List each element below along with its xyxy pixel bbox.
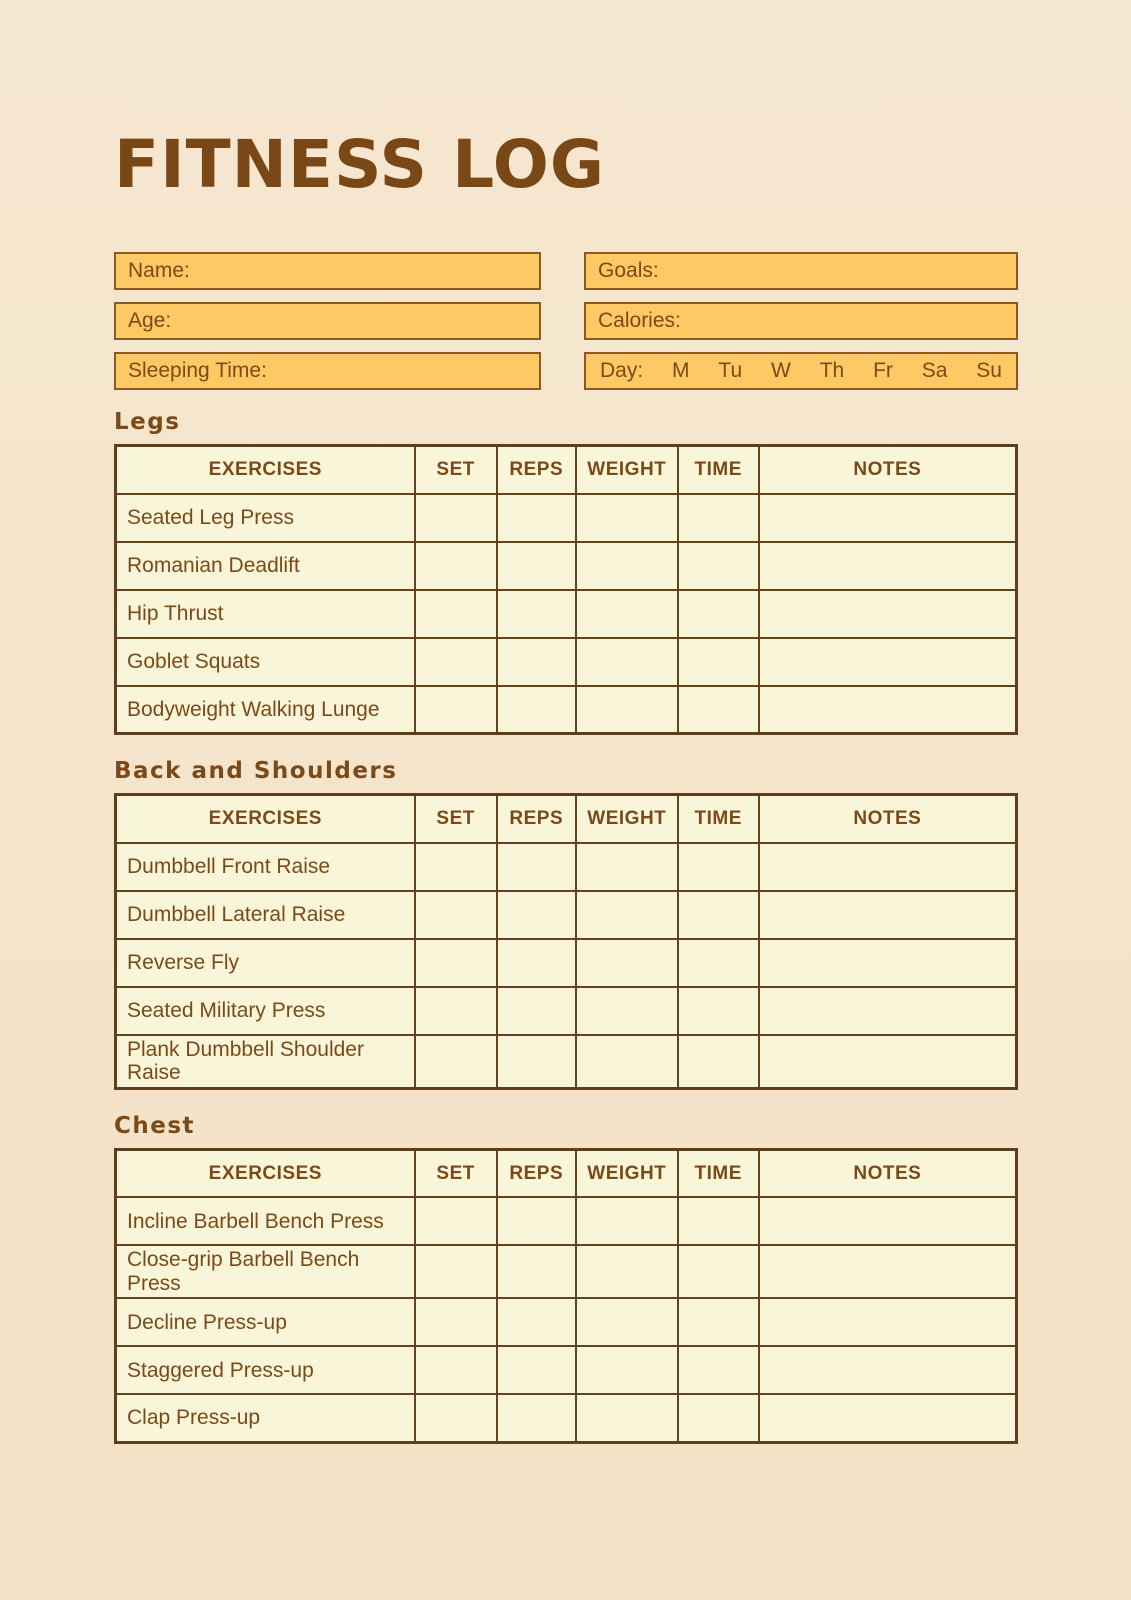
column-header-reps: REPS xyxy=(497,795,576,843)
reps-entry-cell[interactable] xyxy=(497,1197,576,1245)
exercise-name-cell: Decline Press-up xyxy=(116,1298,415,1346)
table-row xyxy=(116,1197,1017,1245)
notes-entry-cell[interactable] xyxy=(759,686,1017,734)
column-header-set: SET xyxy=(415,1149,497,1197)
reps-entry-cell[interactable] xyxy=(497,1298,576,1346)
day-option-su[interactable]: Su xyxy=(976,359,1002,383)
notes-entry-cell[interactable] xyxy=(759,1245,1017,1298)
time-entry-cell[interactable] xyxy=(678,1346,759,1394)
notes-entry-cell[interactable] xyxy=(759,1394,1017,1442)
exercise-name-cell: Reverse Fly xyxy=(116,939,415,987)
notes-entry-cell[interactable] xyxy=(759,1035,1017,1089)
section-title: Legs xyxy=(114,409,181,436)
weight-entry-cell[interactable] xyxy=(576,542,678,590)
reps-entry-cell[interactable] xyxy=(497,686,576,734)
set-entry-cell[interactable] xyxy=(415,1245,497,1298)
weight-entry-cell[interactable] xyxy=(576,987,678,1035)
reps-entry-cell[interactable] xyxy=(497,494,576,542)
exercise-name-cell: Goblet Squats xyxy=(116,638,415,686)
column-header-time: TIME xyxy=(678,795,759,843)
table-row xyxy=(116,1394,1017,1442)
time-entry-cell[interactable] xyxy=(678,1197,759,1245)
sleeping-time-label: Sleeping Time: xyxy=(128,359,267,383)
column-header-notes: NOTES xyxy=(759,1149,1017,1197)
exercise-section xyxy=(114,1113,1018,1444)
notes-entry-cell[interactable] xyxy=(759,1197,1017,1245)
set-entry-cell[interactable] xyxy=(415,1298,497,1346)
notes-entry-cell[interactable] xyxy=(759,843,1017,891)
column-header-notes: NOTES xyxy=(759,795,1017,843)
table-row xyxy=(116,590,1017,638)
column-header-reps: REPS xyxy=(497,1149,576,1197)
weight-entry-cell[interactable] xyxy=(576,1298,678,1346)
time-entry-cell[interactable] xyxy=(678,686,759,734)
set-entry-cell[interactable] xyxy=(415,843,497,891)
profile-fields xyxy=(114,252,1018,390)
reps-entry-cell[interactable] xyxy=(497,939,576,987)
set-entry-cell[interactable] xyxy=(415,987,497,1035)
day-option-fr[interactable]: Fr xyxy=(873,359,893,383)
notes-entry-cell[interactable] xyxy=(759,590,1017,638)
weight-entry-cell[interactable] xyxy=(576,638,678,686)
set-entry-cell[interactable] xyxy=(415,939,497,987)
time-entry-cell[interactable] xyxy=(678,891,759,939)
table-row xyxy=(116,638,1017,686)
notes-entry-cell[interactable] xyxy=(759,638,1017,686)
column-header-time: TIME xyxy=(678,446,759,494)
weight-entry-cell[interactable] xyxy=(576,891,678,939)
reps-entry-cell[interactable] xyxy=(497,843,576,891)
set-entry-cell[interactable] xyxy=(415,1197,497,1245)
column-header-reps: REPS xyxy=(497,446,576,494)
day-option-m[interactable]: M xyxy=(672,359,690,383)
time-entry-cell[interactable] xyxy=(678,939,759,987)
set-entry-cell[interactable] xyxy=(415,494,497,542)
column-header-exercises: EXERCISES xyxy=(116,795,415,843)
section-title: Back and Shoulders xyxy=(114,758,398,785)
table-row xyxy=(116,987,1017,1035)
table-row xyxy=(116,494,1017,542)
time-entry-cell[interactable] xyxy=(678,542,759,590)
section-title: Chest xyxy=(114,1112,196,1139)
calories-label: Calories: xyxy=(598,309,681,333)
table-row xyxy=(116,1346,1017,1394)
table-row xyxy=(116,843,1017,891)
set-entry-cell[interactable] xyxy=(415,1394,497,1442)
weight-entry-cell[interactable] xyxy=(576,494,678,542)
reps-entry-cell[interactable] xyxy=(497,1394,576,1442)
set-entry-cell[interactable] xyxy=(415,542,497,590)
weight-entry-cell[interactable] xyxy=(576,686,678,734)
table-header-row xyxy=(116,446,1017,494)
day-option-w[interactable]: W xyxy=(771,359,791,383)
table-row xyxy=(116,891,1017,939)
exercise-name-cell: Clap Press-up xyxy=(116,1394,415,1442)
exercise-section xyxy=(114,409,1018,735)
exercise-name-cell: Dumbbell Lateral Raise xyxy=(116,891,415,939)
reps-entry-cell[interactable] xyxy=(497,638,576,686)
day-option-tu[interactable]: Tu xyxy=(718,359,743,383)
notes-entry-cell[interactable] xyxy=(759,987,1017,1035)
table-header-row xyxy=(116,795,1017,843)
day-option-th[interactable]: Th xyxy=(819,359,845,383)
exercise-name-cell: Incline Barbell Bench Press xyxy=(116,1197,415,1245)
day-label: Day: xyxy=(600,359,644,383)
column-header-weight: WEIGHT xyxy=(576,795,678,843)
table-row xyxy=(116,939,1017,987)
set-entry-cell[interactable] xyxy=(415,891,497,939)
exercise-sections xyxy=(114,409,1018,1444)
set-entry-cell[interactable] xyxy=(415,590,497,638)
table-row xyxy=(116,1245,1017,1298)
time-entry-cell[interactable] xyxy=(678,494,759,542)
column-header-weight: WEIGHT xyxy=(576,1149,678,1197)
reps-entry-cell[interactable] xyxy=(497,590,576,638)
notes-entry-cell[interactable] xyxy=(759,542,1017,590)
reps-entry-cell[interactable] xyxy=(497,542,576,590)
exercise-table xyxy=(114,1148,1018,1444)
set-entry-cell[interactable] xyxy=(415,1035,497,1089)
time-entry-cell[interactable] xyxy=(678,843,759,891)
column-header-exercises: EXERCISES xyxy=(116,1149,415,1197)
exercise-name-cell: Plank Dumbbell Shoulder Raise xyxy=(116,1035,415,1089)
table-row xyxy=(116,542,1017,590)
reps-entry-cell[interactable] xyxy=(497,891,576,939)
time-entry-cell[interactable] xyxy=(678,1245,759,1298)
exercise-name-cell: Seated Leg Press xyxy=(116,494,415,542)
reps-entry-cell[interactable] xyxy=(497,1346,576,1394)
page-title: FITNESS LOG xyxy=(114,126,606,203)
exercise-name-cell: Seated Military Press xyxy=(116,987,415,1035)
exercise-section xyxy=(114,758,1018,1090)
goals-label: Goals: xyxy=(598,259,659,283)
name-field[interactable] xyxy=(114,252,541,290)
column-header-time: TIME xyxy=(678,1149,759,1197)
age-label: Age: xyxy=(128,309,172,333)
time-entry-cell[interactable] xyxy=(678,638,759,686)
calories-field[interactable] xyxy=(584,302,1018,340)
table-header-row xyxy=(116,1149,1017,1197)
day-field[interactable] xyxy=(584,352,1018,390)
reps-entry-cell[interactable] xyxy=(497,1035,576,1089)
table-row xyxy=(116,686,1017,734)
time-entry-cell[interactable] xyxy=(678,1035,759,1089)
weight-entry-cell[interactable] xyxy=(576,1197,678,1245)
weight-entry-cell[interactable] xyxy=(576,1346,678,1394)
set-entry-cell[interactable] xyxy=(415,638,497,686)
goals-field[interactable] xyxy=(584,252,1018,290)
set-entry-cell[interactable] xyxy=(415,1346,497,1394)
reps-entry-cell[interactable] xyxy=(497,1245,576,1298)
weight-entry-cell[interactable] xyxy=(576,590,678,638)
time-entry-cell[interactable] xyxy=(678,1394,759,1442)
exercise-name-cell: Dumbbell Front Raise xyxy=(116,843,415,891)
table-row xyxy=(116,1035,1017,1089)
exercise-name-cell: Romanian Deadlift xyxy=(116,542,415,590)
time-entry-cell[interactable] xyxy=(678,1298,759,1346)
exercise-name-cell: Hip Thrust xyxy=(116,590,415,638)
column-header-exercises: EXERCISES xyxy=(116,446,415,494)
notes-entry-cell[interactable] xyxy=(759,494,1017,542)
sleeping-time-field[interactable] xyxy=(114,352,541,390)
time-entry-cell[interactable] xyxy=(678,987,759,1035)
name-label: Name: xyxy=(128,259,190,283)
notes-entry-cell[interactable] xyxy=(759,939,1017,987)
weight-entry-cell[interactable] xyxy=(576,1245,678,1298)
day-option-sa[interactable]: Sa xyxy=(921,359,948,383)
table-row xyxy=(116,1298,1017,1346)
column-header-weight: WEIGHT xyxy=(576,446,678,494)
notes-entry-cell[interactable] xyxy=(759,891,1017,939)
weight-entry-cell[interactable] xyxy=(576,1394,678,1442)
exercise-name-cell: Staggered Press-up xyxy=(116,1346,415,1394)
page-content xyxy=(114,0,1018,1444)
exercise-table xyxy=(114,444,1018,735)
exercise-table xyxy=(114,793,1018,1090)
time-entry-cell[interactable] xyxy=(678,590,759,638)
weight-entry-cell[interactable] xyxy=(576,1035,678,1089)
weight-entry-cell[interactable] xyxy=(576,939,678,987)
column-header-set: SET xyxy=(415,446,497,494)
age-field[interactable] xyxy=(114,302,541,340)
exercise-name-cell: Bodyweight Walking Lunge xyxy=(116,686,415,734)
exercise-name-cell: Close-grip Barbell Bench Press xyxy=(116,1245,415,1298)
column-header-set: SET xyxy=(415,795,497,843)
column-header-notes: NOTES xyxy=(759,446,1017,494)
notes-entry-cell[interactable] xyxy=(759,1346,1017,1394)
weight-entry-cell[interactable] xyxy=(576,843,678,891)
notes-entry-cell[interactable] xyxy=(759,1298,1017,1346)
set-entry-cell[interactable] xyxy=(415,686,497,734)
reps-entry-cell[interactable] xyxy=(497,987,576,1035)
